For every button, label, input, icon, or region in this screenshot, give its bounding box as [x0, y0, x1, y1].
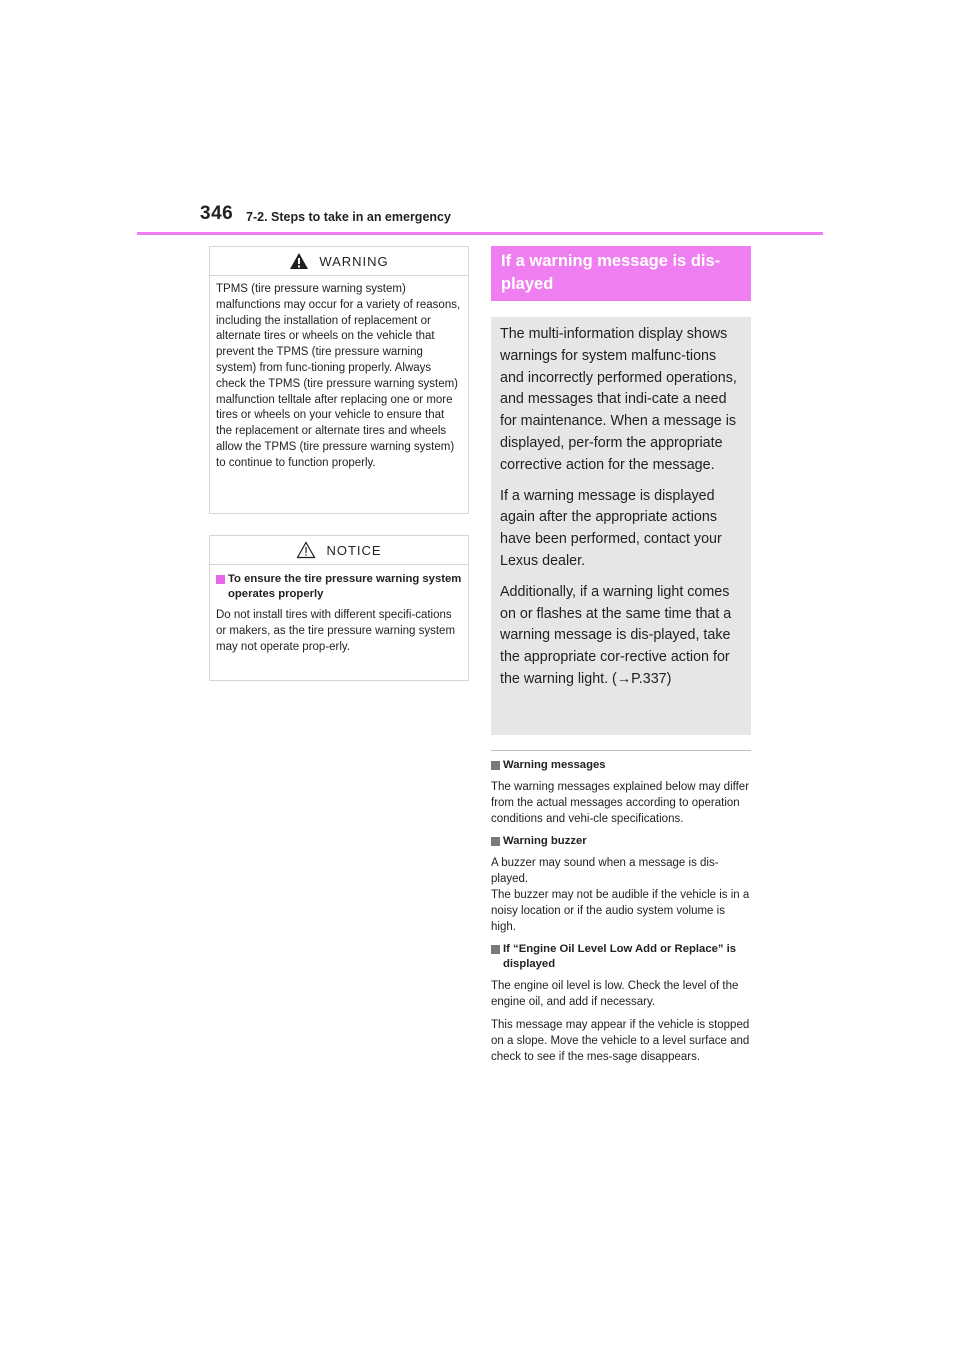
section-title: 7-2. Steps to take in an emergency — [246, 210, 451, 224]
bullet-square-icon — [491, 945, 500, 954]
summary-paragraph-2: If a warning message is displayed again after the appropriate actions have been performed, contact your Lexus dealer. — [500, 487, 722, 569]
notice-subheading: To ensure the tire pressure warning system operates properly — [216, 572, 462, 602]
warning-title: WARNING — [319, 253, 389, 269]
warning-box — [209, 246, 469, 514]
note-text-warning-messages: The warning messages explained below may differ from the actual messages according to operation conditions and vehi-cle specifications. — [491, 781, 750, 825]
notice-text: Do not install tires with different specifi-cations or makers, as the tire pressure warning system may not operate prop-erly. — [216, 609, 456, 653]
bullet-square-icon — [491, 761, 500, 770]
warning-header — [210, 247, 468, 276]
notice-triangle-icon — [296, 541, 316, 559]
warning-body — [210, 276, 468, 472]
section-heading: If a warning message is dis-played — [491, 246, 751, 301]
warning-text: TPMS (tire pressure warning system) malfunctions may occur for a variety of reasons, including the installation of replacement or alternate tires or wheels on the vehicle that prevent the TPMS (tire pressure warning system) from func-tioning properly. Always check the TPMS (tire pressure warning system) malfunction telltale after replacing one or more tires or wheels on your vehicle to ensure that the replacement or alternate tires and wheels allow the TPMS (tire pressure warning system) to continue to function properly. — [216, 283, 461, 469]
note-heading-warning-messages: Warning messages — [491, 758, 751, 773]
left-column — [209, 246, 469, 681]
header-rule — [137, 232, 823, 235]
summary-paragraph-1: The multi-information display shows warnings for system malfunc-tions and incorrectly performed operations, and messages that indi-cate a need for maintenance. When a message is displayed, per-form the appropriate corrective action for the message. — [500, 326, 737, 473]
warning-triangle-icon — [289, 252, 309, 270]
page-number: 346 — [200, 203, 234, 224]
summary-box — [491, 317, 751, 735]
notice-box — [209, 535, 469, 681]
note-heading-warning-buzzer: Warning buzzer — [491, 834, 751, 849]
notice-body — [210, 565, 468, 655]
note-text-engine-oil-2: This message may appear if the vehicle is stopped on a slope. Move the vehicle to a level surface and check to see if the mes-sage disappears. — [491, 1018, 750, 1063]
notice-title: NOTICE — [326, 542, 382, 558]
note-text-buzzer-2: The buzzer may not be audible if the vehicle is in a noisy location or if the audio system volume is high. — [491, 888, 750, 933]
notice-header — [210, 536, 468, 565]
summary-paragraph-3: Additionally, if a warning light comes on or flashes at the same time that a warning message is dis-played, take the appropriate cor-rective action for the warning light. (→P.337) — [500, 583, 732, 687]
notes — [491, 758, 751, 1065]
note-heading-engine-oil: If “Engine Oil Level Low Add or Replace” is displayed — [491, 942, 751, 972]
divider — [491, 750, 751, 751]
note-text-buzzer-1: A buzzer may sound when a message is dis-played. — [491, 857, 719, 886]
right-column — [491, 246, 751, 1072]
bullet-square-icon — [216, 575, 225, 584]
bullet-square-icon — [491, 837, 500, 846]
note-text-engine-oil-1: The engine oil level is low. Check the level of the engine oil, and add if necessary. — [491, 980, 739, 1009]
